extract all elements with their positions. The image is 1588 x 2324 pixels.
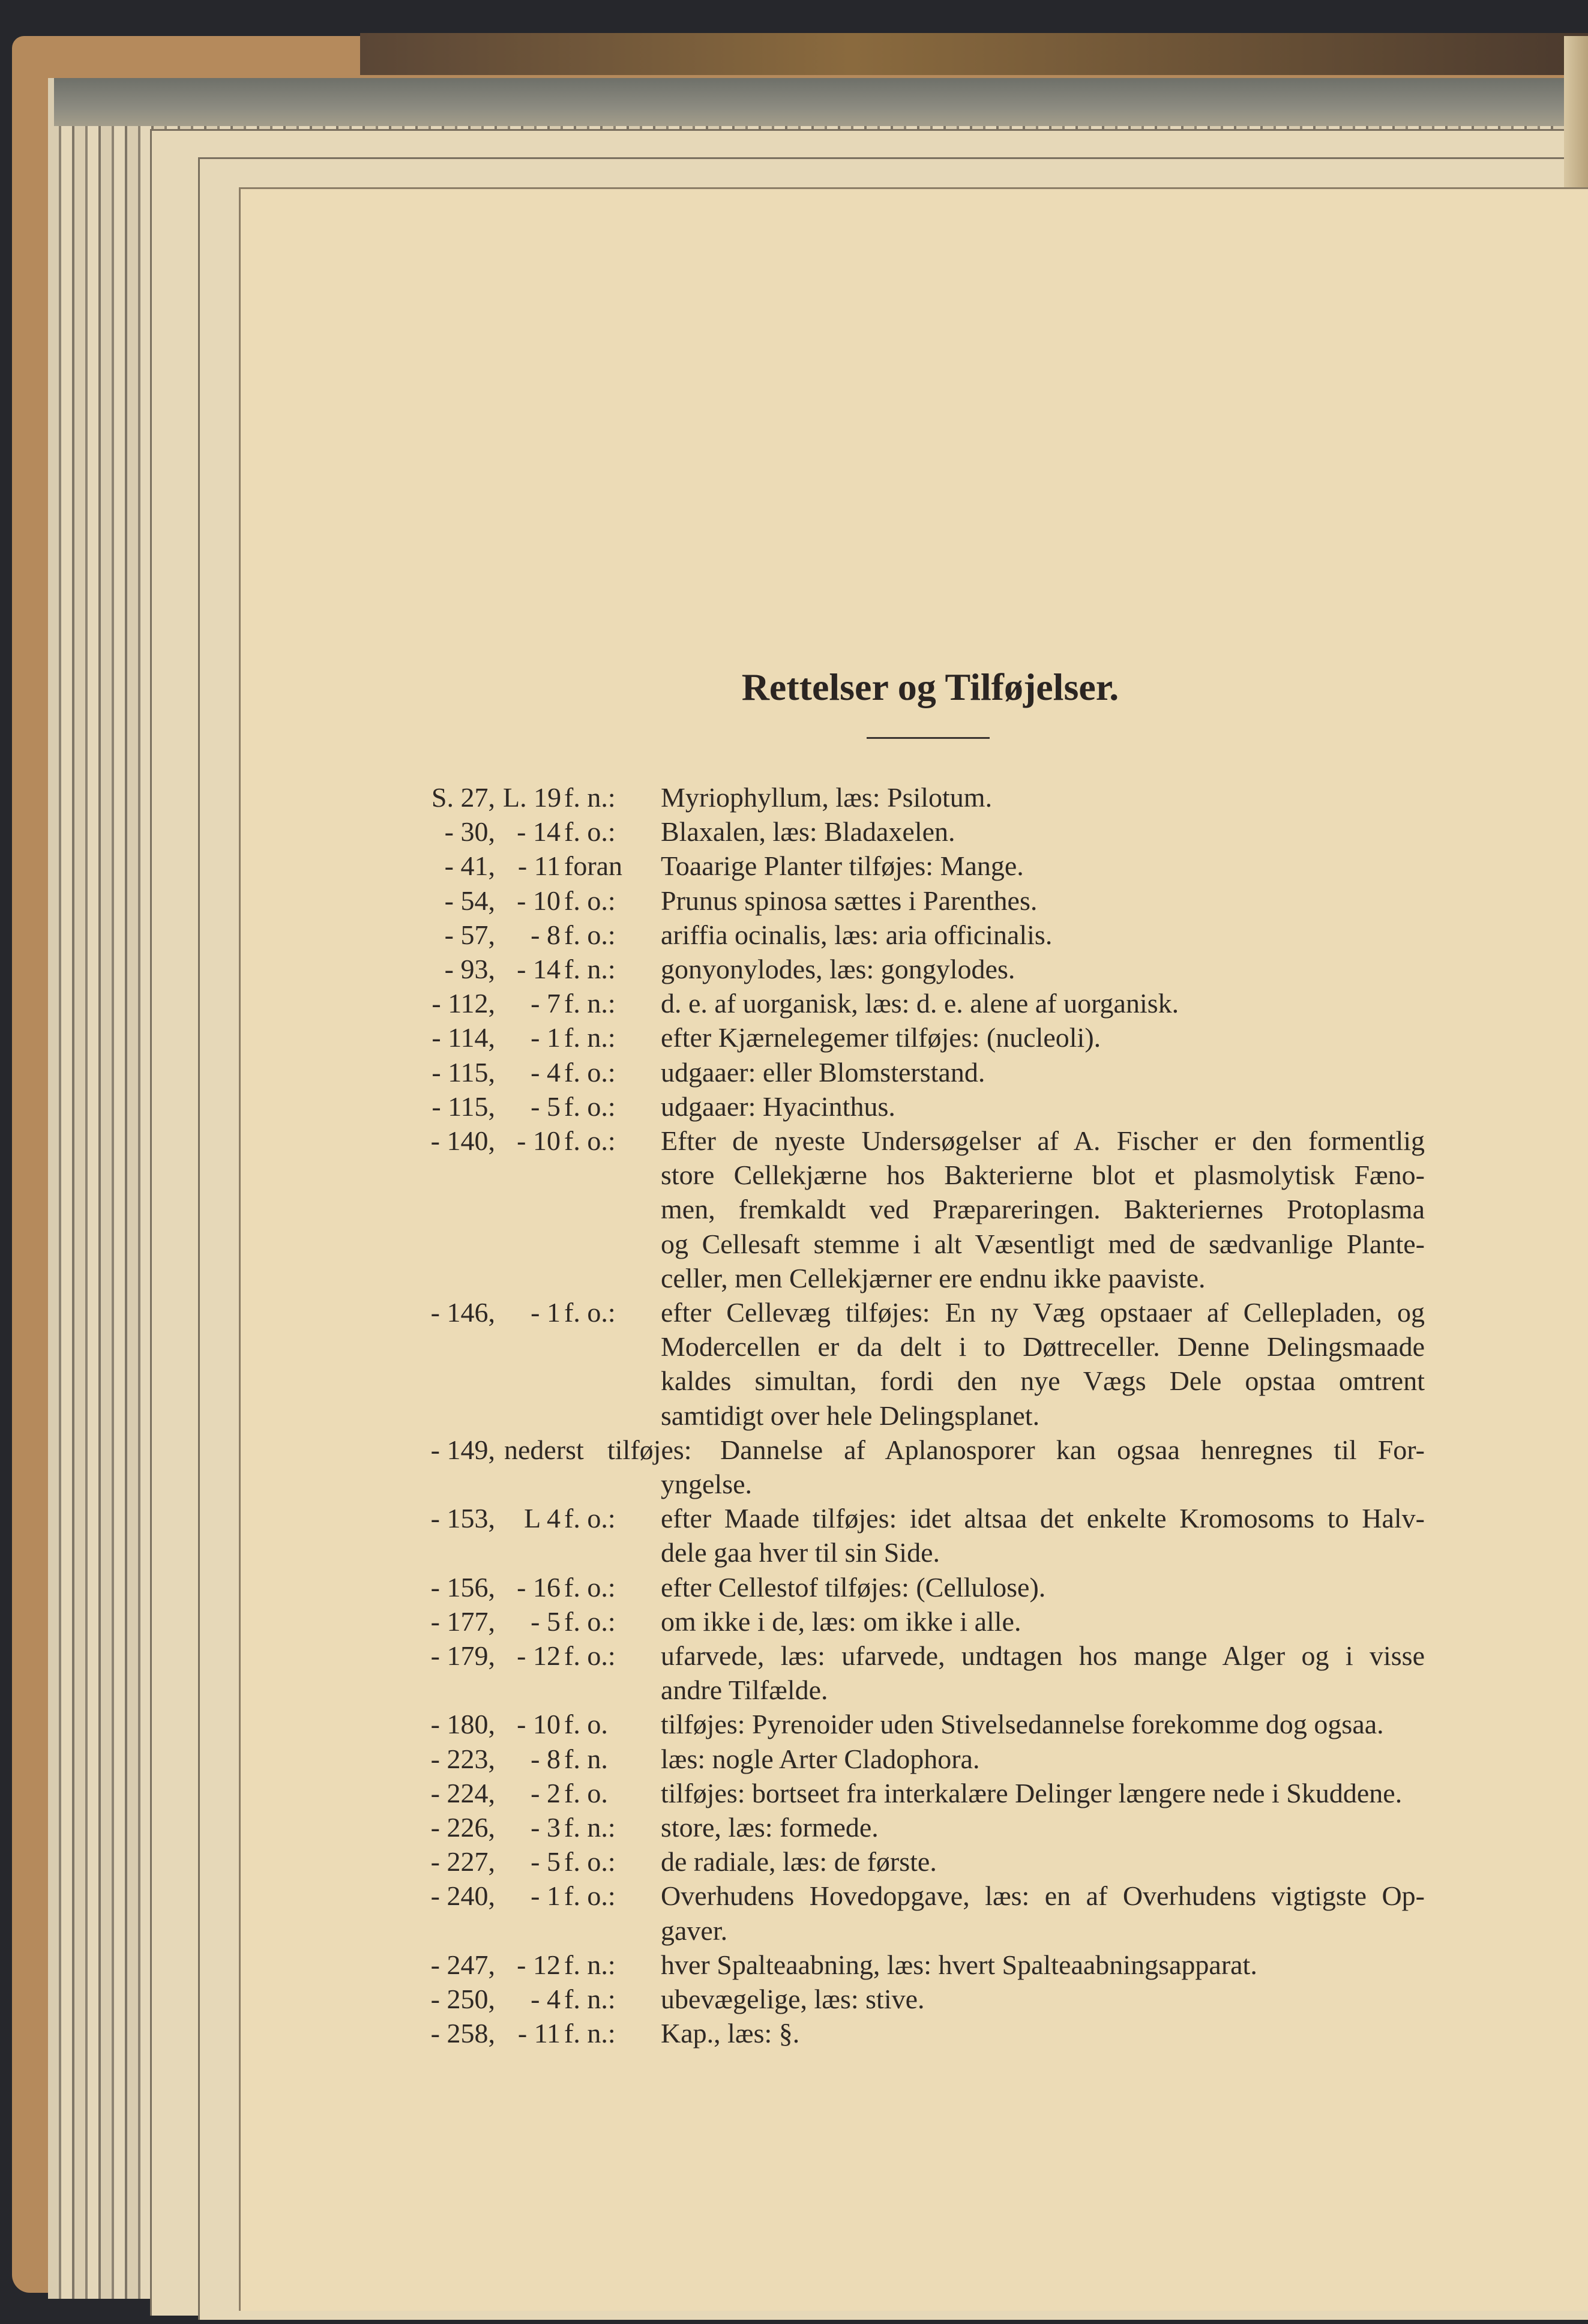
entry-reference: f. o.: bbox=[564, 1606, 616, 1637]
entry-reference: f. o.: bbox=[564, 919, 616, 950]
entry-correction-text: ubevægelige, læs: stive. bbox=[661, 1984, 925, 2014]
page-edges-top bbox=[54, 78, 1588, 126]
entry-correction-text: celler, men Cellekjærner ere endnu ikke paaviste. bbox=[661, 1262, 1206, 1293]
entry-correction-text: de radiale, læs: de første. bbox=[661, 1846, 937, 1877]
entry-correction-text: gaver. bbox=[661, 1915, 728, 1946]
entry-reference: f. o.: bbox=[564, 1571, 616, 1603]
entry-correction-text: om ikke i de, læs: om ikke i alle. bbox=[661, 1606, 1021, 1637]
entry-page-number: - 115, bbox=[432, 1091, 495, 1122]
entry-line-number: - 1 bbox=[531, 1297, 561, 1328]
entry-line-number: - 10 bbox=[517, 1709, 561, 1740]
entry-correction-text: tilføjes: Pyrenoider uden Stivelsedannelse forekomme dog ogsaa. bbox=[661, 1709, 1384, 1740]
entry-line-number: - 3 bbox=[531, 1812, 561, 1843]
entry-page-number: - 247, bbox=[430, 1949, 495, 1980]
entry-reference: f. n.: bbox=[564, 2018, 616, 2049]
entry-line-number: - 8 bbox=[531, 1743, 561, 1774]
entry-correction-text: samtidigt over hele Delingsplanet. bbox=[661, 1400, 1040, 1431]
entry-line-number: - 5 bbox=[531, 1846, 561, 1877]
entry-line-number: - 4 bbox=[531, 1984, 561, 2014]
entry-line-number: - 5 bbox=[531, 1091, 561, 1122]
entry-page-number: - 240, bbox=[430, 1880, 495, 1912]
entry-line-number: - 8 bbox=[531, 919, 561, 950]
entry-reference: f. o.: bbox=[564, 1125, 616, 1156]
entry-reference: f. n.: bbox=[564, 1949, 616, 1980]
entry-page-number: - 149, bbox=[430, 1434, 495, 1465]
entry-line-number: - 10 bbox=[517, 1125, 561, 1156]
entry-reference: f. n.: bbox=[564, 782, 616, 813]
entry-reference: f. o.: bbox=[564, 1846, 616, 1877]
entry-correction-text: ufarvede, læs: ufarvede, undtagen hos mange Alger og i visse bbox=[661, 1640, 1425, 1671]
entry-line-number: - 12 bbox=[517, 1640, 561, 1671]
entry-correction-text: men, fremkaldt ved Præpareringen. Bakteriernes Protoplasma bbox=[661, 1194, 1425, 1225]
entry-page-number: - 250, bbox=[430, 1984, 495, 2014]
entry-line-number: - 1 bbox=[531, 1022, 561, 1053]
entry-correction-text: Kap., læs: §. bbox=[661, 2018, 800, 2049]
entry-reference: f. o. bbox=[564, 1777, 608, 1808]
entry-reference: f. o.: bbox=[564, 1503, 616, 1534]
entry-page-number: - 179, bbox=[430, 1640, 495, 1671]
entry-reference: f. n.: bbox=[564, 988, 616, 1019]
entry-page-number: - 93, bbox=[444, 954, 495, 984]
entry-correction-text: gonyonylodes, læs: gongylodes. bbox=[661, 954, 1015, 984]
entry-line-number: - 10 bbox=[517, 885, 561, 916]
entry-line-number: - 4 bbox=[531, 1056, 561, 1088]
entry-correction-text: efter Cellestof tilføjes: (Cellulose). bbox=[661, 1571, 1046, 1603]
entry-correction-text: Overhudens Hovedopgave, læs: en af Overhudens vigtigste Op- bbox=[661, 1880, 1425, 1912]
entry-line-number: - 14 bbox=[517, 816, 561, 847]
entry-correction-text: store Cellekjærne hos Bakterierne blot et plasmolytisk Fæno- bbox=[661, 1160, 1425, 1191]
entry-reference: f. n.: bbox=[564, 1812, 616, 1843]
entry-correction-text: og Cellesaft stemme i alt Væsentligt med de sædvanlige Plante- bbox=[661, 1228, 1425, 1259]
entry-page-number: - 224, bbox=[430, 1777, 495, 1808]
entry-correction-text: store, læs: formede. bbox=[661, 1812, 879, 1843]
entry-reference: f. o.: bbox=[564, 816, 616, 847]
entry-reference: f. n.: bbox=[564, 1022, 616, 1053]
entry-reference: f. o.: bbox=[564, 1880, 616, 1912]
entry-correction-text: hver Spalteaabning, læs: hvert Spalteaabningsapparat. bbox=[661, 1949, 1257, 1980]
entry-line-number: - 11 bbox=[517, 850, 561, 882]
entry-page-number: - 30, bbox=[444, 816, 495, 847]
entry-line-number: - 11 bbox=[517, 2018, 561, 2049]
entry-correction-text: kaldes simultan, fordi den nye Vægs Dele opstaa omtrent bbox=[661, 1365, 1425, 1397]
entry-correction-text: efter Cellevæg tilføjes: En ny Væg opstaaer af Cellepladen, og bbox=[661, 1297, 1425, 1328]
entry-reference: f. o.: bbox=[564, 885, 616, 916]
entry-page-number: - 41, bbox=[444, 850, 495, 882]
entry-page-number: - 156, bbox=[430, 1571, 495, 1603]
entry-correction-text: Modercellen er da delt i to Døttreceller. Denne Delingsmaade bbox=[661, 1331, 1425, 1362]
entry-line-number: - 12 bbox=[517, 1949, 561, 1980]
entry-reference: f. o.: bbox=[564, 1091, 616, 1122]
page-title-text: Rettelser og Tilføjelser. bbox=[741, 666, 1119, 708]
entry-page-number: - 226, bbox=[430, 1812, 495, 1843]
entry-reference: f. n.: bbox=[564, 954, 616, 984]
entry-line-number: L 4 bbox=[524, 1503, 561, 1534]
entry-page-number: - 180, bbox=[430, 1709, 495, 1740]
entry-page-number: - 54, bbox=[444, 885, 495, 916]
entry-line-number: - 16 bbox=[517, 1571, 561, 1603]
entry-page-number: - 223, bbox=[430, 1743, 495, 1774]
entry-line-number: - 2 bbox=[531, 1777, 561, 1808]
entry-reference: f. o.: bbox=[564, 1297, 616, 1328]
entry-page-number: - 140, bbox=[430, 1125, 495, 1156]
entry-page-number: - 115, bbox=[432, 1056, 495, 1088]
entry-correction-text: Toaarige Planter tilføjes: Mange. bbox=[661, 850, 1024, 882]
entry-correction-text: dele gaa hver til sin Side. bbox=[661, 1537, 940, 1568]
entry-reference: f. o. bbox=[564, 1709, 608, 1740]
entry-reference: f. n.: bbox=[564, 1984, 616, 2014]
entry-page-number: - 146, bbox=[430, 1297, 495, 1328]
entry-correction-text: Prunus spinosa sættes i Parenthes. bbox=[661, 885, 1038, 916]
book-cover-top-edge bbox=[360, 33, 1588, 75]
entry-correction-text: udgaaer: Hyacinthus. bbox=[661, 1091, 895, 1122]
entry-correction-text: Efter de nyeste Undersøgelser af A. Fischer er den formentlig bbox=[661, 1125, 1425, 1156]
title-rule bbox=[867, 737, 990, 739]
entry-correction-text: yngelse. bbox=[661, 1469, 753, 1499]
entry-reference: f. o.: bbox=[564, 1056, 616, 1088]
entry-correction-text: efter Kjærnelegemer tilføjes: (nucleoli). bbox=[661, 1022, 1101, 1053]
entry-correction-text: læs: nogle Arter Cladophora. bbox=[661, 1743, 980, 1774]
entry-correction-text: Blaxalen, læs: Bladaxelen. bbox=[661, 816, 955, 847]
entry-correction-text: udgaaer: eller Blomsterstand. bbox=[661, 1056, 985, 1088]
entry-page-number: - 57, bbox=[444, 919, 495, 950]
entry-correction-text: Dannelse af Aplanosporer kan ogsaa henregnes til For- bbox=[720, 1434, 1425, 1465]
entry-page-number: - 114, bbox=[432, 1022, 495, 1053]
entry-reference: f. n. bbox=[564, 1743, 608, 1774]
entry-reference: f. o.: bbox=[564, 1640, 616, 1671]
entry-line-number: nederst bbox=[504, 1434, 584, 1465]
entry-reference: tilføjes: bbox=[607, 1434, 692, 1465]
entry-line-number: - 14 bbox=[517, 954, 561, 984]
entry-page-number: - 177, bbox=[430, 1606, 495, 1637]
entry-line-number: - 5 bbox=[531, 1606, 561, 1637]
entry-correction-text: ariffia ocinalis, læs: aria officinalis. bbox=[661, 919, 1053, 950]
entry-page-number: - 112, bbox=[432, 988, 495, 1019]
entry-line-number: L. 19 bbox=[503, 782, 562, 813]
entry-correction-text: d. e. af uorganisk, læs: d. e. alene af uorganisk. bbox=[661, 988, 1179, 1019]
entry-correction-text: efter Maade tilføjes: idet altsaa det enkelte Kromosoms to Halv- bbox=[661, 1503, 1425, 1534]
entry-page-number: S. 27, bbox=[431, 782, 495, 813]
entry-line-number: - 1 bbox=[531, 1880, 561, 1912]
entry-line-number: - 7 bbox=[531, 988, 561, 1019]
entry-page-number: - 153, bbox=[430, 1503, 495, 1534]
entry-reference: foran bbox=[564, 850, 623, 882]
entry-page-number: - 227, bbox=[430, 1846, 495, 1877]
entry-correction-text: tilføjes: bortseet fra interkalære Delinger længere nede i Skuddene. bbox=[661, 1777, 1403, 1808]
entry-page-number: - 258, bbox=[430, 2018, 495, 2049]
entry-correction-text: Myriophyllum, læs: Psilotum. bbox=[661, 782, 993, 813]
entry-correction-text: andre Tilfælde. bbox=[661, 1675, 828, 1706]
